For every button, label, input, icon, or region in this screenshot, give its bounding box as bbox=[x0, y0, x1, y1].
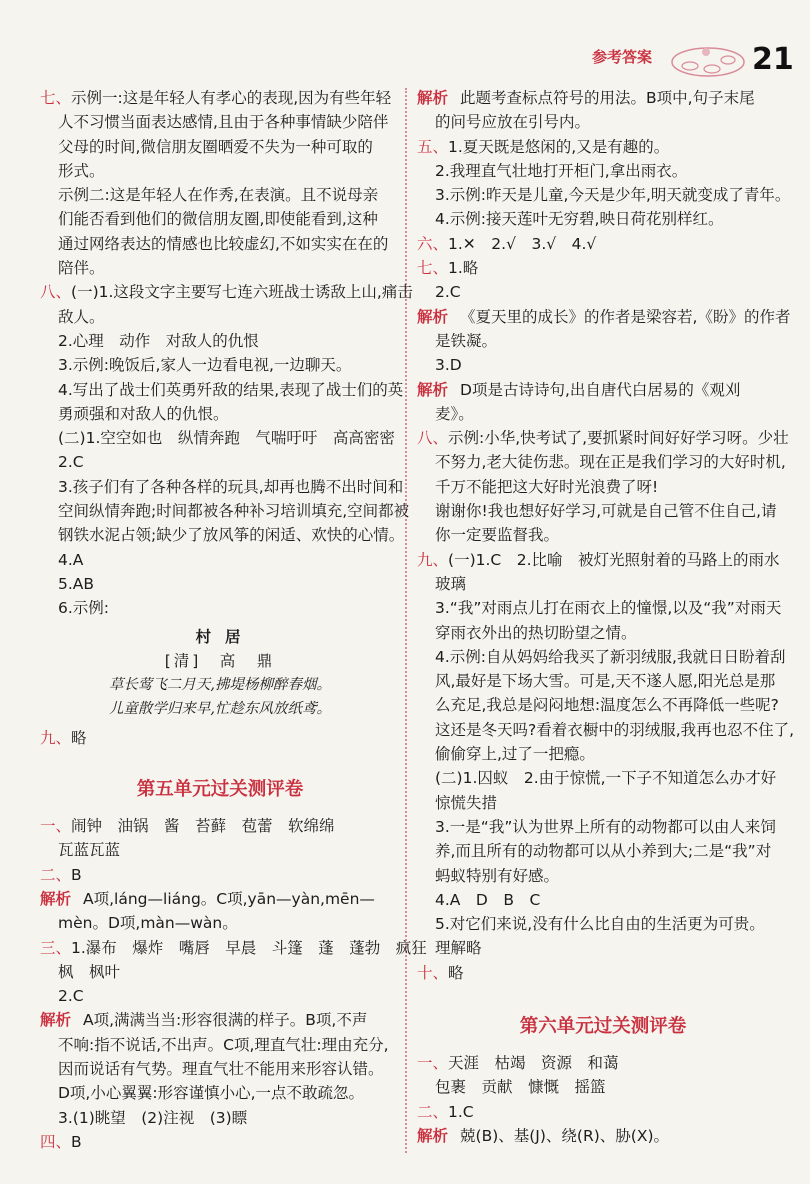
answer-line bbox=[40, 450, 400, 474]
question-number: 七、 bbox=[40, 89, 72, 107]
answer-line bbox=[40, 1081, 400, 1105]
answer-text: 敌人。 bbox=[58, 307, 105, 326]
answer-text: 理解略 bbox=[435, 939, 482, 958]
answer-text: 4.示例:接天莲叶无穷碧,映日荷花别样红。 bbox=[435, 210, 724, 229]
poem-block bbox=[40, 621, 400, 722]
answer-text: 3.“我”对雨点儿打在雨衣上的憧憬,以及“我”对雨天 bbox=[435, 599, 782, 618]
answer-line bbox=[417, 183, 789, 207]
answer-line bbox=[417, 378, 789, 402]
answer-text: 瓦蓝瓦蓝 bbox=[58, 841, 121, 860]
answer-line bbox=[417, 839, 789, 863]
question-number: 一、 bbox=[417, 1053, 449, 1072]
answer-line bbox=[417, 621, 789, 645]
answer-line bbox=[40, 183, 400, 207]
unit5-answers bbox=[40, 814, 427, 1154]
poem-line: 草长莺飞二月天,拂堤杨柳醉春烟。 bbox=[108, 677, 332, 694]
question-number: 四、 bbox=[40, 1132, 72, 1151]
answer-line bbox=[417, 475, 789, 499]
answer-text: 2.C bbox=[58, 987, 84, 1006]
answer-line bbox=[40, 984, 400, 1008]
poem-author: [清] 高 鼎 bbox=[164, 651, 276, 670]
answer-line bbox=[40, 110, 400, 134]
answer-text: 2.心理 动作 对敌人的仇恨 bbox=[58, 331, 259, 350]
answer-text: 不努力,老大徒伤悲。现在正是我们学习的大好时机, bbox=[435, 453, 786, 472]
answer-text: 《夏天里的成长》的作者是梁容若,《盼》的作者 bbox=[460, 307, 791, 326]
page-header bbox=[0, 0, 810, 84]
answer-text: 因而说话有气势。理直气壮不能用来形容认错。 bbox=[58, 1059, 384, 1078]
answer-line bbox=[40, 402, 400, 426]
question-8-block bbox=[40, 280, 413, 620]
answer-line bbox=[417, 815, 789, 839]
answer-text: 2.C bbox=[435, 283, 461, 302]
answer-line bbox=[417, 718, 795, 742]
analysis-tag: 解析 bbox=[417, 89, 449, 107]
answer-text: mèn。D项,màn—wàn。 bbox=[58, 914, 238, 933]
answer-text: 3.D bbox=[435, 356, 462, 375]
column-divider bbox=[405, 88, 409, 1153]
answer-line bbox=[40, 232, 400, 256]
answer-text: B bbox=[71, 865, 82, 884]
answer-line bbox=[40, 572, 400, 596]
answer-line bbox=[40, 911, 400, 935]
answer-line bbox=[417, 548, 789, 572]
question-number: 九、 bbox=[417, 550, 449, 569]
question-number: 五、 bbox=[417, 137, 449, 156]
answer-text: 3.示例:晚饭后,家人一边看电视,一边聊天。 bbox=[58, 356, 352, 375]
page-number: 21 bbox=[752, 42, 794, 77]
answer-text: 空间纵情奔跑;时间都被各种补习培训填充,空间都被 bbox=[58, 502, 410, 521]
answer-text: 4.示例:自从妈妈给我买了新羽绒服,我就日日盼着刮 bbox=[435, 647, 786, 666]
question-number: 八、 bbox=[417, 429, 449, 448]
question-number: 九、 bbox=[40, 728, 72, 747]
answer-text: B bbox=[71, 1132, 82, 1151]
answer-line bbox=[417, 426, 789, 450]
answer-text: 3.(1)眺望 (2)注视 (3)瞟 bbox=[58, 1108, 248, 1127]
right-column bbox=[417, 86, 795, 1148]
answer-text: 闹钟 油锅 酱 苔藓 苞蕾 软绵绵 bbox=[71, 817, 335, 836]
answer-line bbox=[40, 135, 400, 159]
answer-text: 是铁凝。 bbox=[435, 331, 498, 350]
answer-text: (一)1.这段文字主要写七连六班战士诱敌上山,痛击 bbox=[71, 283, 413, 302]
answer-text: 父母的时间,微信朋友圈晒爱不失为一种可取的 bbox=[58, 137, 373, 156]
answer-line bbox=[40, 1033, 400, 1057]
answer-text: 1.略 bbox=[448, 259, 479, 278]
poem-line: 儿童散学归来早,忙趁东风放纸鸢。 bbox=[108, 701, 332, 718]
answer-line bbox=[40, 353, 400, 377]
answer-line bbox=[417, 450, 789, 474]
answer-line bbox=[40, 280, 413, 304]
answer-text: 谢谢你!我也想好好学习,可就是自己管不住自己,请 bbox=[435, 502, 777, 521]
answer-line bbox=[417, 1051, 789, 1075]
analysis-tag: 解析 bbox=[417, 380, 449, 399]
answer-line bbox=[40, 838, 400, 862]
answer-text: 这还是冬天吗?看着衣橱中的羽绒服,我再也忍不住了, bbox=[435, 720, 795, 739]
answer-text: 1.C bbox=[448, 1102, 474, 1121]
answer-line bbox=[417, 402, 789, 426]
answer-line bbox=[417, 961, 789, 985]
answer-text: 示例一:这是年轻人有孝心的表现,因为有些年轻 bbox=[71, 89, 392, 107]
answer-line bbox=[417, 207, 789, 231]
answer-line bbox=[40, 936, 427, 960]
answer-text: 么充足,我总是闷闷地想:温度怎么不再降低一些呢? bbox=[435, 696, 779, 715]
answer-line bbox=[40, 426, 400, 450]
answer-text: 4.A D B C bbox=[435, 890, 541, 909]
answer-line bbox=[417, 669, 789, 693]
answer-text: 陪伴。 bbox=[58, 259, 105, 278]
question-number: 六、 bbox=[417, 234, 449, 253]
answer-text: (二)1.囚蚁 2.由于惊慌,一下子不知道怎么办才好 bbox=[435, 769, 777, 788]
answer-text: 3.一是“我”认为世界上所有的动物都可以由人来饲 bbox=[435, 817, 776, 836]
answer-text: 风,最好是下场大雪。可是,天不遂人愿,阳光总是那 bbox=[435, 672, 776, 691]
answer-text: 4.A bbox=[58, 550, 84, 569]
answer-text: 兢(B)、基(J)、绕(R)、胁(X)。 bbox=[460, 1126, 669, 1145]
answer-text: 2.我理直气壮地打开柜门,拿出雨衣。 bbox=[435, 161, 688, 180]
answer-line bbox=[417, 572, 789, 596]
answer-text: (一)1.C 2.比喻 被灯光照射着的马路上的雨水 bbox=[448, 550, 780, 569]
answer-line bbox=[417, 1075, 789, 1099]
decorative-ornament-icon bbox=[668, 38, 748, 82]
answer-text: A项,满满当当:形容很满的样子。B项,不声 bbox=[83, 1011, 368, 1030]
question-7-block bbox=[40, 86, 400, 280]
analysis-tag: 解析 bbox=[417, 1126, 449, 1145]
answer-line bbox=[40, 329, 400, 353]
analysis-tag: 解析 bbox=[40, 889, 72, 908]
answer-line bbox=[417, 1100, 789, 1124]
answer-line bbox=[40, 1057, 400, 1081]
answer-line bbox=[40, 256, 400, 280]
answer-text: 3.孩子们有了各种各样的玩具,却再也腾不出时间和 bbox=[58, 477, 404, 496]
answer-line bbox=[417, 232, 789, 256]
answer-line bbox=[417, 499, 789, 523]
answer-text: 此题考查标点符号的用法。B项中,句子末尾 bbox=[460, 89, 755, 107]
answer-text: 3.示例:昨天是儿童,今天是少年,明天就变成了青年。 bbox=[435, 186, 791, 205]
question-number: 二、 bbox=[40, 865, 72, 884]
answer-text: 略 bbox=[71, 728, 87, 747]
answer-text: 你一定要监督我。 bbox=[435, 526, 560, 545]
answer-text: 们能否看到他们的微信朋友圈,即使能看到,这种 bbox=[58, 210, 378, 229]
answer-line bbox=[417, 329, 789, 353]
answer-line bbox=[40, 1106, 400, 1130]
answer-line bbox=[417, 888, 789, 912]
answer-text: 勇顽强和对敌人的仇恨。 bbox=[58, 404, 229, 423]
answer-line bbox=[417, 912, 789, 936]
answer-text: 略 bbox=[448, 963, 464, 982]
question-number: 八、 bbox=[40, 283, 72, 302]
answer-line bbox=[417, 280, 789, 304]
answer-text: D项是古诗诗句,出自唐代白居易的《观刈 bbox=[460, 380, 741, 399]
answer-text: 5.对它们来说,没有什么比自由的生活更为可贵。 bbox=[435, 915, 765, 934]
answer-text: 示例二:这是年轻人在作秀,在表演。且不说母亲 bbox=[58, 186, 379, 205]
answer-text: 形式。 bbox=[58, 161, 105, 180]
answer-key-badge: 参考答案 bbox=[592, 48, 653, 66]
answer-line bbox=[417, 110, 789, 134]
answer-line bbox=[40, 863, 400, 887]
answer-line bbox=[40, 814, 400, 838]
answer-line bbox=[417, 135, 789, 159]
answer-line bbox=[417, 864, 789, 888]
answer-line bbox=[417, 1124, 789, 1148]
answer-text: 2.C bbox=[58, 453, 84, 472]
answer-text: 蚂蚁特别有好感。 bbox=[435, 866, 560, 885]
answer-line bbox=[40, 86, 400, 110]
answer-text: D项,小心翼翼:形容谨慎小心,一点不敢疏忽。 bbox=[58, 1084, 365, 1103]
poem-title: 村居 bbox=[195, 627, 255, 646]
answer-line bbox=[417, 305, 789, 329]
left-column bbox=[40, 86, 427, 1154]
answer-text: 1.瀑布 爆炸 嘴唇 早晨 斗篷 蓬 蓬勃 疯狂 bbox=[71, 938, 427, 957]
answer-line bbox=[40, 1130, 400, 1154]
answer-line bbox=[417, 791, 789, 815]
answer-line bbox=[417, 159, 789, 183]
answer-line bbox=[40, 887, 400, 911]
question-number: 十、 bbox=[417, 963, 449, 982]
answer-line bbox=[40, 159, 400, 183]
answer-line bbox=[417, 523, 789, 547]
answer-text: 通过网络表达的情感也比较虚幻,不如实实在在的 bbox=[58, 234, 389, 253]
answer-text: 4.写出了战士们英勇歼敌的结果,表现了战士们的英 bbox=[58, 380, 404, 399]
answer-line bbox=[40, 596, 400, 620]
unit6-title: 第六单元过关测评卷 bbox=[519, 1015, 687, 1037]
answer-text: 天涯 枯竭 资源 和蔼 bbox=[448, 1053, 619, 1072]
answer-line bbox=[40, 207, 400, 231]
answer-line bbox=[417, 645, 789, 669]
question-9 bbox=[40, 726, 400, 750]
answer-line bbox=[40, 499, 410, 523]
answer-line bbox=[40, 305, 400, 329]
answer-line bbox=[417, 766, 789, 790]
question-number: 三、 bbox=[40, 938, 72, 957]
answer-line bbox=[40, 1008, 400, 1032]
answer-text: 人不习惯当面表达感情,且由于各种事情缺少陪伴 bbox=[58, 113, 389, 132]
answer-text: 玻璃 bbox=[435, 574, 467, 593]
answer-line bbox=[40, 523, 405, 547]
answer-text: 6.示例: bbox=[58, 599, 110, 618]
answer-line bbox=[417, 86, 789, 110]
answer-line bbox=[417, 256, 789, 280]
answer-text: 示例:小华,快考试了,要抓紧时间好好学习呀。少壮 bbox=[448, 429, 789, 448]
answer-text: 枫 枫叶 bbox=[58, 962, 121, 981]
answer-text: 千万不能把这大好时光浪费了呀! bbox=[435, 477, 659, 496]
answer-line bbox=[417, 742, 789, 766]
answer-text: 偷偷穿上,过了一把瘾。 bbox=[435, 745, 595, 764]
answer-text: 不响:指不说话,不出声。C项,理直气壮:理由充分, bbox=[58, 1035, 389, 1054]
answer-line bbox=[417, 936, 789, 960]
analysis-tag: 解析 bbox=[40, 1011, 72, 1030]
answer-line bbox=[417, 596, 789, 620]
answer-text: 养,而且所有的动物都可以从小养到大;二是“我”对 bbox=[435, 842, 772, 861]
right-answers bbox=[417, 86, 795, 985]
analysis-tag: 解析 bbox=[417, 307, 449, 326]
question-number: 七、 bbox=[417, 259, 449, 278]
answer-text: 钢铁水泥占领;缺少了放风筝的闲适、欢快的心情。 bbox=[58, 526, 405, 545]
unit5-title: 第五单元过关测评卷 bbox=[136, 779, 304, 801]
answer-text: 包裹 贡献 慷慨 摇篮 bbox=[435, 1078, 606, 1097]
question-number: 二、 bbox=[417, 1102, 449, 1121]
answer-text: 麦》。 bbox=[435, 404, 474, 423]
answer-line bbox=[40, 960, 400, 984]
answer-line bbox=[40, 378, 404, 402]
answer-text: A项,láng—liáng。C项,yān—yàn,mēn— bbox=[83, 889, 375, 908]
answer-line bbox=[40, 475, 404, 499]
answer-text: 5.AB bbox=[58, 574, 95, 593]
unit6-answers bbox=[417, 1051, 789, 1148]
answer-text: (二)1.空空如也 纵情奔跑 气喘吁吁 高高密密 bbox=[58, 429, 395, 448]
answer-line bbox=[40, 548, 400, 572]
answer-line bbox=[417, 353, 789, 377]
answer-text: 惊慌失措 bbox=[435, 793, 498, 812]
answer-line bbox=[417, 693, 789, 717]
answer-text: 穿雨衣外出的热切盼望之情。 bbox=[435, 623, 637, 642]
question-number: 一、 bbox=[40, 817, 72, 836]
answer-text: 1.夏天既是悠闲的,又是有趣的。 bbox=[448, 137, 670, 156]
answer-text: 1.✕ 2.√ 3.√ 4.√ bbox=[448, 234, 597, 253]
answer-text: 的问号应放在引号内。 bbox=[435, 113, 591, 132]
